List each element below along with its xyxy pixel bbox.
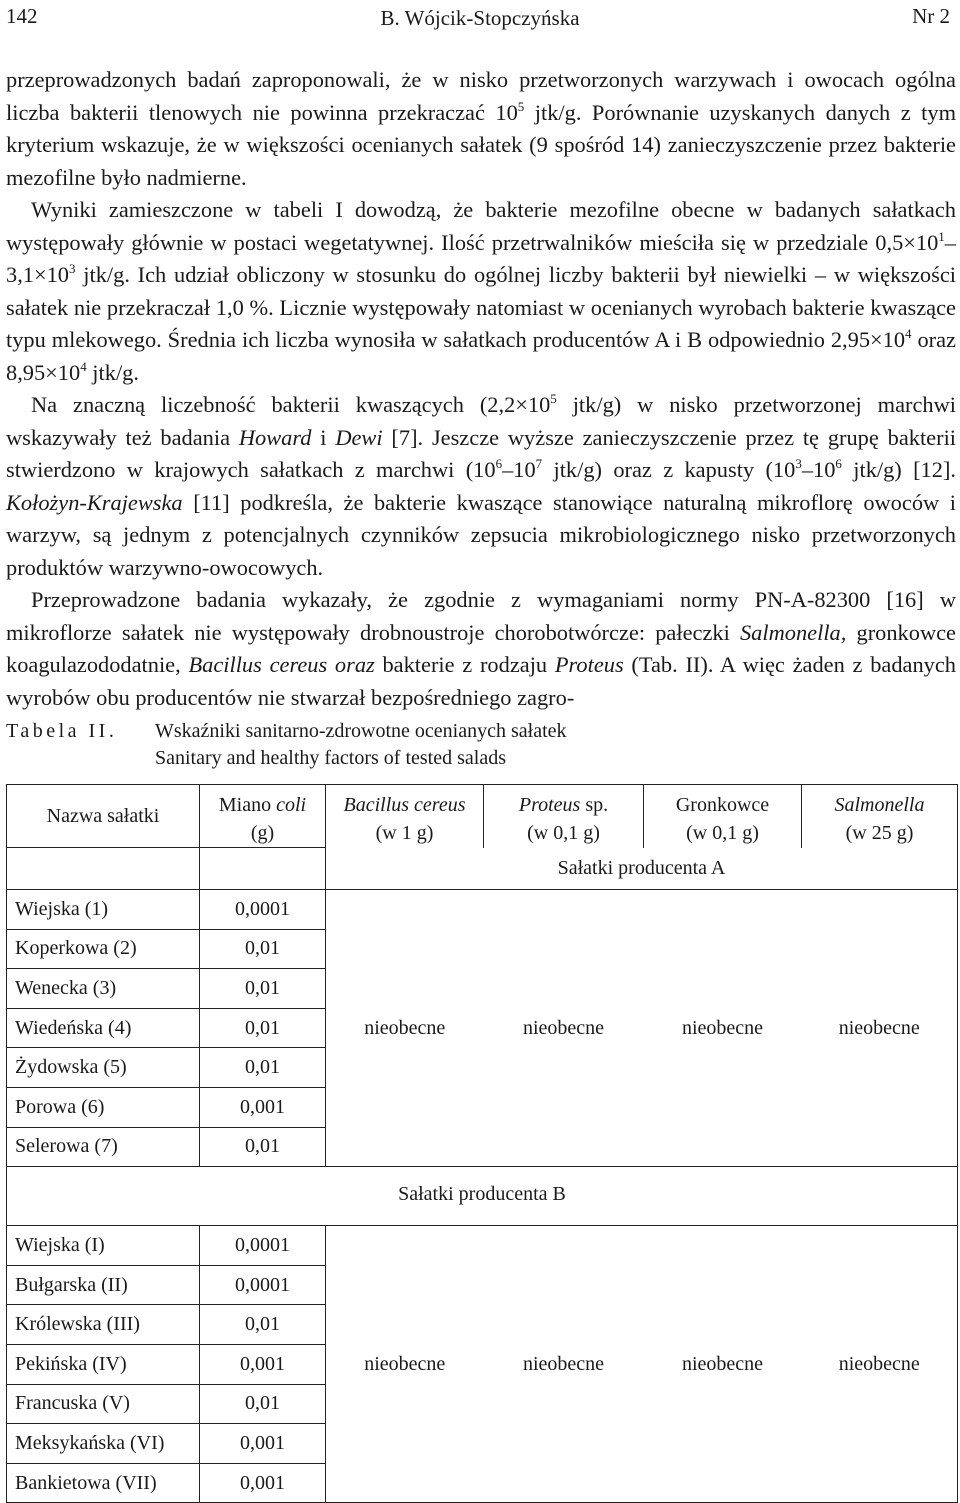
absent-result: nieobecne [802, 890, 958, 1167]
column-header-salmonella: Salmonella (w 25 g) [802, 785, 958, 848]
paragraph-1 [6, 64, 956, 194]
paragraph-4 [6, 584, 956, 714]
species-name: Proteus [554, 652, 624, 677]
salad-name: Koperkowa (2) [7, 929, 200, 969]
coli-titer: 0,01 [200, 1384, 326, 1424]
coli-titer: 0,0001 [200, 890, 326, 930]
text-run: –3,1×10 [6, 229, 956, 287]
species-name: Salmonella, [739, 619, 847, 645]
superscript: 4 [905, 326, 912, 341]
text-run: Wyniki zamieszczone w tabeli I dowodzą, że bakterie mezofilne obecne w badanych sałatkach występowały głównie w postaci wegetatywnej. Ilość przetrwalników mieściła się w przedziale 0,5×10 [6, 197, 956, 255]
superscript: 6 [495, 456, 503, 471]
paragraph-3 [6, 389, 956, 584]
superscript: 7 [535, 456, 543, 471]
salad-name: Wenecka (3) [7, 969, 200, 1009]
absent-result: nieobecne [484, 890, 644, 1167]
coli-titer: 0,0001 [200, 1226, 326, 1266]
salad-name: Meksykańska (VI) [7, 1424, 200, 1464]
coli-titer: 0,0001 [200, 1265, 326, 1305]
text-run: (Tab. II). A więc żaden z badanych wyrobów obu producentów nie stwarzał bezpośredniego zagro- [6, 652, 956, 710]
text-run: przeprowadzonych badań zaproponowali, że w nisko przetworzonych warzywach i owocach ogólna liczba bakterii tlenowych nie powinna przekraczać 10 [6, 67, 956, 125]
text-run: Przeprowadzone badania wykazały, że zgodnie z wymaganiami normy PN-A-82300 [16] w mikroflorze sałatek nie występowały drobnoustroje chorobotwórcze: pałeczki [6, 587, 956, 645]
coli-titer: 0,01 [200, 1008, 326, 1048]
coli-titer: 0,01 [200, 1305, 326, 1345]
absent-result: nieobecne [326, 890, 484, 1167]
column-header-name: Nazwa sałatki [7, 785, 200, 848]
salad-name: Bułgarska (II) [7, 1265, 200, 1305]
salad-name: Pekińska (IV) [7, 1344, 200, 1384]
salad-name: Francuska (V) [7, 1384, 200, 1424]
text-run: i [311, 424, 336, 450]
body-text [6, 64, 956, 714]
superscript: 3 [69, 261, 76, 276]
superscript: 6 [835, 456, 842, 471]
author-name: Howard [238, 424, 312, 450]
group-label-a: Sałatki producenta A [326, 848, 958, 890]
salad-name: Wiedeńska (4) [7, 1008, 200, 1048]
coli-titer: 0,01 [200, 1048, 326, 1088]
table-label: Tabela II. [6, 720, 118, 742]
results-table [6, 784, 958, 1503]
text-run: jtk/g. [86, 359, 139, 385]
author-name: Kołożyn-Krajewska [6, 489, 183, 515]
salad-name: Wiejska (1) [7, 890, 200, 930]
table-title-en: Sanitary and healthy factors of tested salads [155, 747, 506, 769]
text-run: –10 [801, 457, 836, 482]
absent-result: nieobecne [326, 1226, 484, 1503]
issue-number: Nr 2 [912, 4, 950, 28]
text-run: jtk/g) [12]. [841, 457, 957, 482]
superscript: 4 [80, 358, 87, 374]
column-header-coli: Miano coli (g) [200, 785, 326, 848]
text-run: [11] podkreśla, że bakterie kwaszące stanowiące naturalną mikroflorę owoców i warzyw, są jednym z potencjalnych czynników zepsucia mikrobiologicznego nisko przetworzonych produktów warzywno-owocowych. [6, 489, 956, 580]
text-run: Na znaczną liczebność bakterii kwaszących (2,2×10 [31, 392, 551, 417]
text-run: jtk/g. Porównanie uzyskanych danych z tym kryterium wskazuje, że w większości ocenianych sałatek (9 spośród 14) zanieczyszczenie przez bakterie mezofilne było nadmierne. [6, 99, 956, 190]
running-title: B. Wójcik-Stopczyńska [380, 6, 580, 30]
table-title-pl: Wskaźniki sanitarno-zdrowotne ocenianych sałatek [155, 720, 567, 742]
superscript: 5 [550, 391, 557, 406]
text-run: jtk/g) oraz z kapusty (10 [542, 457, 796, 482]
column-header-proteus: Proteus sp. (w 0,1 g) [484, 785, 644, 848]
absent-result: nieobecne [644, 890, 802, 1167]
column-header-bacillus: Bacillus cereus (w 1 g) [326, 785, 484, 848]
paragraph-2 [6, 194, 956, 389]
absent-result: nieobecne [644, 1226, 802, 1503]
absent-result: nieobecne [802, 1226, 958, 1503]
coli-titer: 0,001 [200, 1424, 326, 1464]
superscript: 1 [938, 228, 945, 244]
text-run: jtk/g) w nisko przetworzonej marchwi wskazywały też badania [6, 392, 956, 450]
text-run: bakterie z rodzaju [374, 652, 555, 677]
coli-titer: 0,001 [200, 1087, 326, 1127]
column-header-staph: Gronkowce (w 0,1 g) [644, 785, 802, 848]
coli-titer: 0,01 [200, 929, 326, 969]
table-header-row [7, 785, 958, 848]
salad-name: Żydowska (5) [7, 1048, 200, 1088]
salad-name: Selerowa (7) [7, 1127, 200, 1167]
text-run: gronkowce koagulazododatnie, [6, 619, 956, 677]
coli-titer: 0,001 [200, 1344, 326, 1384]
absent-result: nieobecne [484, 1226, 644, 1503]
group-label-b: Sałatki producenta B [7, 1167, 958, 1208]
coli-titer: 0,001 [200, 1463, 326, 1503]
table-row [7, 1226, 958, 1266]
species-name: Bacillus cereus oraz [188, 652, 375, 677]
salad-name: Bankietowa (VII) [7, 1463, 200, 1503]
salad-name: Porowa (6) [7, 1087, 200, 1127]
text-run: –10 [502, 457, 536, 482]
salad-name: Wiejska (I) [7, 1226, 200, 1266]
text-run: oraz 8,95×10 [6, 327, 956, 385]
table-row [7, 890, 958, 930]
coli-titer: 0,01 [200, 1127, 326, 1167]
text-run: jtk/g. Ich udział obliczony w stosunku do ogólnej liczby bakterii był niewielki – w większości sałatek nie przekraczał 1,0 %. Licznie występowały natomiast w ocenianych wyrobach bakterie kwaszące typu mlekowego. Średnia ich liczba wynosiła w sałatkach producentów A i B odpowiednio 2,95×10 [6, 262, 956, 352]
coli-titer: 0,01 [200, 969, 326, 1009]
text-run: [7]. Jeszcze wyższe zanieczyszczenie przez tę grupę bakterii stwierdzono w krajowych sałatkach z marchwi (10 [6, 424, 957, 482]
page-number: 142 [6, 4, 38, 28]
author-name: Dewi [335, 424, 383, 450]
salad-name: Królewska (III) [7, 1305, 200, 1345]
superscript: 5 [517, 98, 525, 114]
superscript: 3 [795, 456, 802, 471]
